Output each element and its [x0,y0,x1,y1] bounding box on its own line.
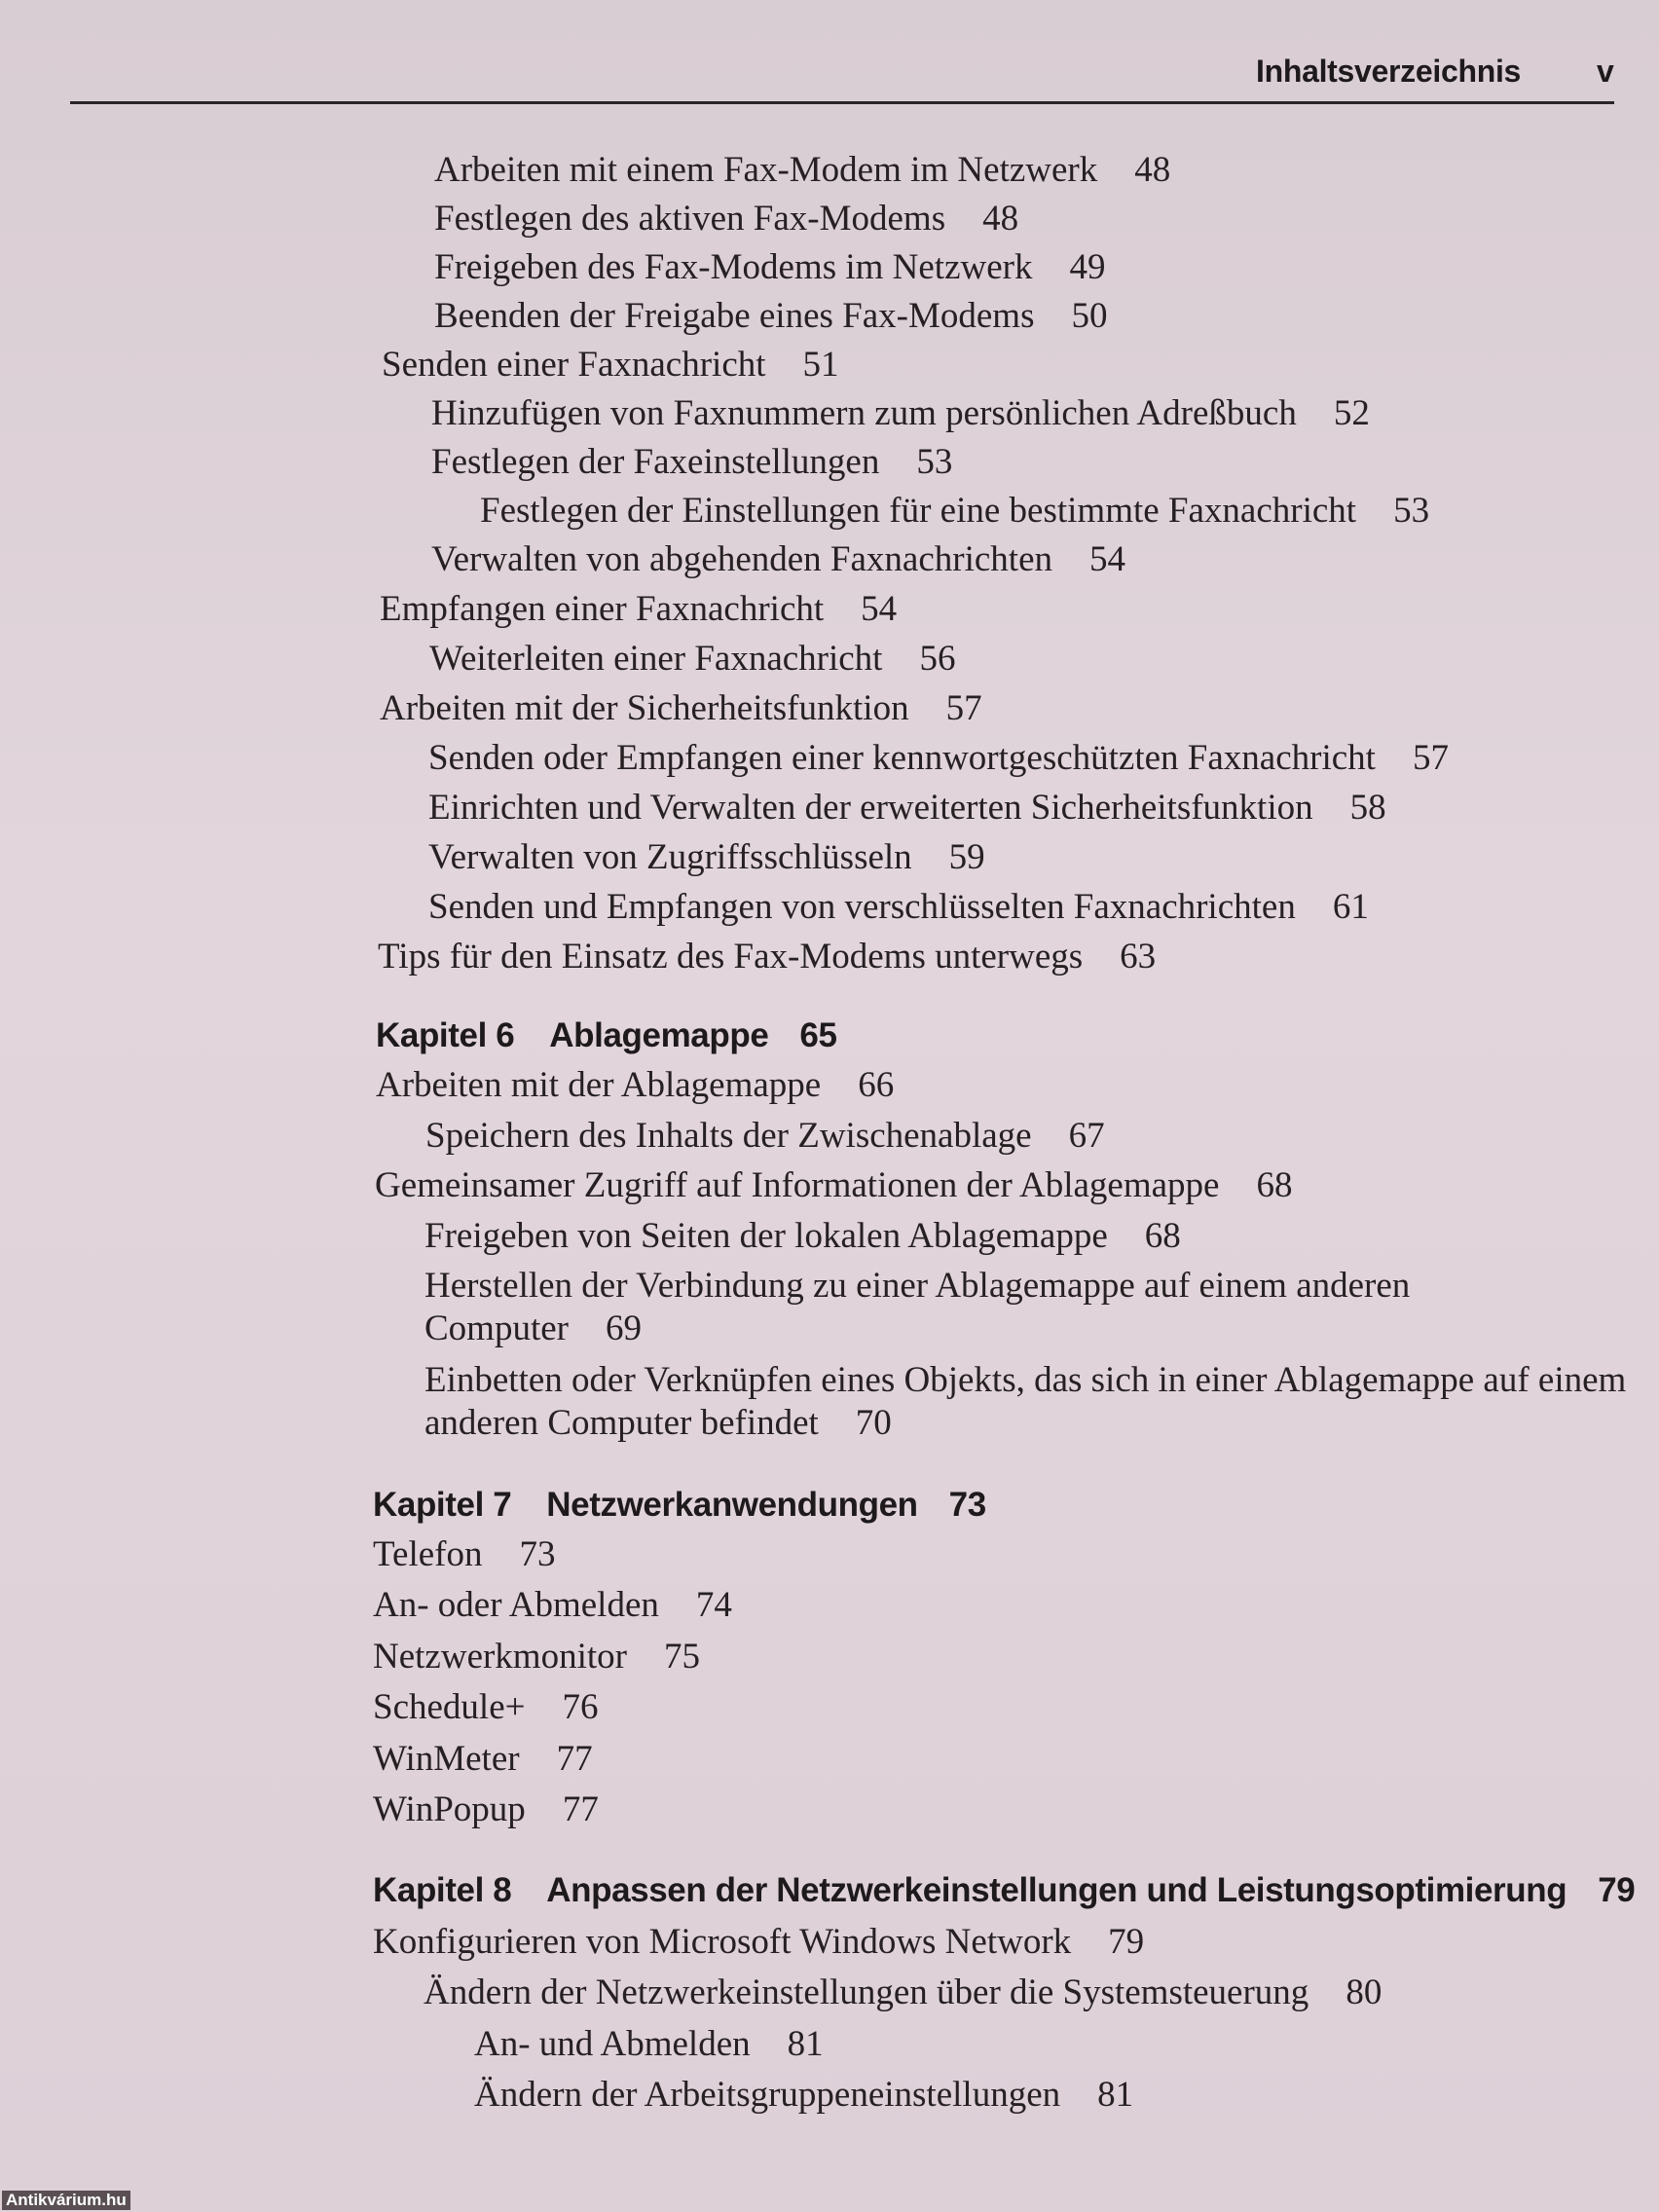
toc-entry-page: 70 [855,1403,892,1443]
toc-entry-page: 63 [1120,937,1157,977]
toc-entry-page: 54 [861,589,898,629]
page-number: v [1597,54,1614,89]
toc-entry [373,1686,599,1729]
toc-entry-page: 53 [1393,491,1430,531]
toc-entry-page: 75 [663,1637,700,1677]
toc-entry-page: 77 [562,1789,599,1829]
toc-entry-page: 80 [1346,1972,1382,2012]
toc-entry-page: 59 [948,837,985,877]
toc-entry-text: Verwalten von Zugriffsschlüsseln [428,837,912,877]
chapter-label: Kapitel 6 [376,1016,515,1054]
watermark: Antikvárium.hu [2,2191,130,2210]
toc-entry-page: 58 [1349,788,1386,828]
toc-entry [424,1972,1382,2014]
toc-entry [424,1359,1632,1445]
toc-entry-text: An- und Abmelden [474,2024,751,2064]
toc-entry [428,886,1369,929]
toc-entry-page: 61 [1332,887,1369,927]
toc-entry [380,687,982,730]
toc-entry-text: Speichern des Inhalts der Zwischenablage [425,1116,1032,1156]
toc-entry-page: 81 [787,2024,824,2064]
toc-entry-text: An- oder Abmelden [373,1585,659,1625]
toc-entry [474,2023,824,2066]
toc-entry [434,149,1170,192]
chapter-page: 65 [799,1016,837,1054]
toc-entry [480,490,1429,533]
toc-entry-text: Herstellen der Verbindung zu einer Ablagemappe auf einem anderen Computer [424,1266,1411,1348]
toc-entry-page: 69 [605,1309,642,1348]
toc-entry-text: Konfigurieren von Microsoft Windows Network [373,1922,1072,1962]
chapter-label: Kapitel 8 [373,1871,512,1909]
toc-entry-page: 54 [1089,539,1125,579]
toc-entry-page: 49 [1069,247,1106,287]
toc-entry [373,1584,732,1627]
toc-entry [431,538,1125,581]
toc-entry [382,344,839,387]
toc-entry-text: Festlegen des aktiven Fax-Modems [434,199,946,239]
toc-entry [373,1738,593,1781]
toc-entry-text: Empfangen einer Faxnachricht [380,589,825,629]
chapter-heading [376,1014,837,1057]
toc-entry-page: 50 [1071,296,1108,336]
toc-entry-text: Gemeinsamer Zugriff auf Informationen der Ablagemappe [375,1165,1220,1205]
toc-entry-page: 81 [1097,2075,1134,2115]
toc-entry [378,936,1156,978]
toc-entry-text: Ändern der Netzwerkeinstellungen über die Systemsteuerung [424,1972,1309,2012]
toc-entry [434,246,1105,289]
toc-entry-text: Verwalten von abgehenden Faxnachrichten [431,539,1052,579]
toc-entry-page: 57 [1412,738,1449,778]
toc-entry-text: Ändern der Arbeitsgruppeneinstellungen [474,2075,1061,2115]
toc-entry [375,1164,1292,1207]
toc-entry-text: Freigeben des Fax-Modems im Netzwerk [434,247,1033,287]
toc-entry [373,1788,599,1831]
toc-entry-page: 76 [562,1687,599,1727]
chapter-page: 79 [1598,1871,1636,1909]
toc-entry-page: 56 [919,639,956,679]
chapter-heading [373,1869,1635,1912]
toc-entry-text: Freigeben von Seiten der lokalen Ablagemappe [424,1216,1108,1256]
toc-entry-text: Tips für den Einsatz des Fax-Modems unterwegs [378,937,1084,977]
toc-entry-text: Arbeiten mit der Sicherheitsfunktion [380,688,909,728]
toc-entry [434,198,1018,240]
toc-entry-page: 57 [945,688,982,728]
toc-entry-text: Weiterleiten einer Faxnachricht [429,639,883,679]
toc-entry [429,638,955,681]
toc-entry-text: Netzwerkmonitor [373,1637,627,1677]
toc-entry-text: Arbeiten mit einem Fax-Modem im Netzwerk [434,150,1098,190]
toc-entry [431,441,952,484]
toc-entry-text: WinPopup [373,1789,526,1829]
toc-entry [428,787,1386,830]
toc-entry [373,1533,555,1576]
toc-entry-page: 68 [1144,1216,1181,1256]
toc-entry [424,1265,1534,1350]
toc-entry [373,1636,700,1678]
toc-entry-text: Senden einer Faxnachricht [382,345,766,385]
toc-entry-text: Einbetten oder Verknüpfen eines Objekts, das sich in einer Ablagemappe auf einem anderen Computer befindet [424,1360,1627,1443]
toc-entry-text: Festlegen der Einstellungen für eine bestimmte Faxnachricht [480,491,1357,531]
toc-entry-page: 48 [982,199,1019,239]
toc-entry-text: Schedule+ [373,1687,526,1727]
chapter-title: Netzwerkanwendungen [546,1486,918,1524]
toc-entry-page: 68 [1256,1165,1293,1205]
toc-entry [431,392,1370,435]
toc-entry [373,1921,1144,1964]
toc-entry-page: 52 [1333,393,1370,433]
toc-entry-page: 73 [519,1534,556,1574]
toc-entry-text: Senden und Empfangen von verschlüsselten Faxnachrichten [428,887,1296,927]
toc-entry [376,1064,894,1107]
toc-entry-text: Hinzufügen von Faxnummern zum persönlichen Adreßbuch [431,393,1297,433]
toc-entry [428,737,1449,780]
toc-entry-text: Arbeiten mit der Ablagemappe [376,1065,822,1105]
header-rule [70,101,1614,104]
chapter-page: 73 [948,1486,986,1524]
toc-entry-text: Einrichten und Verwalten der erweiterten Sicherheitsfunktion [428,788,1313,828]
toc-entry-page: 48 [1134,150,1171,190]
toc-entry-page: 79 [1108,1922,1145,1962]
toc-entry-text: WinMeter [373,1739,520,1779]
chapter-title: Ablagemappe [549,1016,769,1054]
toc-entry-text: Telefon [373,1534,483,1574]
toc-entry [434,295,1107,338]
chapter-heading [373,1484,986,1527]
toc-entry-page: 77 [556,1739,593,1779]
page-header [0,0,1659,117]
toc-entry [380,588,897,631]
toc-entry-page: 74 [695,1585,732,1625]
toc-entry-text: Senden oder Empfangen einer kennwortgeschützten Faxnachricht [428,738,1376,778]
toc-entry [425,1115,1105,1158]
toc-entry-page: 53 [916,442,953,482]
toc-entry [474,2074,1133,2117]
toc-entry [424,1215,1181,1258]
chapter-label: Kapitel 7 [373,1486,512,1524]
running-title: Inhaltsverzeichnis [1256,54,1522,89]
toc-entry-page: 67 [1068,1116,1105,1156]
toc-entry-page: 66 [858,1065,895,1105]
toc-entry-page: 51 [802,345,839,385]
chapter-title: Anpassen der Netzwerkeinstellungen und Leistungsoptimierung [546,1871,1567,1909]
toc-entry [428,836,985,879]
toc-entry-text: Beenden der Freigabe eines Fax-Modems [434,296,1035,336]
toc-entry-text: Festlegen der Faxeinstellungen [431,442,880,482]
